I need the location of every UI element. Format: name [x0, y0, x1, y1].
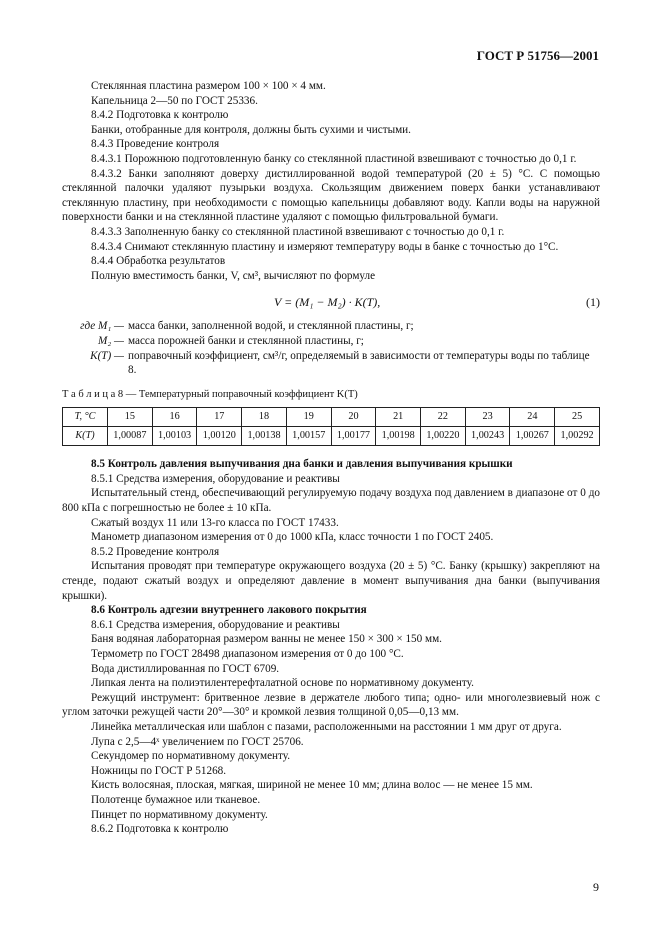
paragraph: 8.4.2 Подготовка к контролю	[91, 109, 229, 122]
paragraph: 8.4.3.3 Заполненную банку со стеклянной пластиной взвешивают с точностью до 0,1 г.	[91, 225, 505, 238]
paragraph: 8.6.1 Средства измерения, оборудование и реактивы	[91, 618, 340, 631]
paragraph: Липкая лента на полиэтилентерефталатной основе по нормативному документу.	[91, 677, 474, 690]
table-row-temperature	[63, 408, 600, 427]
table-cell: 23	[465, 408, 510, 427]
definition-row	[62, 334, 600, 349]
paragraph: Лупа с 2,5—4ˣ увеличением по ГОСТ 25706.	[91, 735, 304, 748]
paragraph: Капельница 2—50 по ГОСТ 25336.	[91, 94, 258, 107]
definition-text: масса порожней банки и стеклянной пластины, г;	[128, 334, 364, 347]
paragraph: Манометр диапазоном измерения от 0 до 1000 кПа, класс точности 1 по ГОСТ 2405.	[91, 531, 494, 544]
table-cell: 1,00087	[108, 427, 153, 446]
table-cell: 1,00157	[286, 427, 331, 446]
section-heading: 8.6 Контроль адгезии внутреннего лакового покрытия	[91, 604, 367, 617]
definition-symbol: K(T) —	[90, 349, 124, 362]
table-cell: 24	[510, 408, 555, 427]
paragraph: Баня водяная лабораторная размером ванны не менее 150 × 300 × 150 мм.	[91, 633, 442, 646]
definition-row	[62, 349, 600, 378]
table-cell: 16	[152, 408, 197, 427]
sections-8-5-8-6	[62, 457, 600, 836]
page-number: 9	[593, 880, 599, 894]
table-cell: 19	[286, 408, 331, 427]
paragraph: 8.5.1 Средства измерения, оборудование и реактивы	[91, 472, 340, 485]
paragraph: Испытания проводят при температуре окружающего воздуха (20 ± 5) °С. Банку (крышку) закрепляют на стенде, подают сжатый воздух и определяют давление в момент выпучивания дна банки (выпучивания крышки).	[62, 560, 600, 602]
paragraph: Кисть волосяная, плоская, мягкая, шириной не менее 10 мм; длина волос — не менее 15 мм.	[91, 779, 533, 792]
definition-symbol: M₂ —	[98, 334, 124, 347]
table-cell: 1,00292	[555, 427, 600, 446]
paragraph: 8.4.3.2 Банки заполняют доверху дистиллированной водой температурой (20 ± 5) °С. С помощью стеклянной палочки удаляют пузырьки воздуха. Скользящим движением поверх банки устанавливают стеклянную пластину, при необходимости с помощью капельницы добавляют воду. Капли воды на наружной поверхности банки и на стеклянной пластине удаляют с помощью фильтровальной бумаги.	[62, 167, 600, 224]
paragraph: 8.5.2 Проведение контроля	[91, 545, 220, 558]
table-cell: 1,00243	[465, 427, 510, 446]
formula-definitions	[62, 319, 600, 377]
section-heading: 8.5 Контроль давления выпучивания дна банки и давления выпучивания крышки	[91, 458, 513, 471]
formula-expression: V = (M₁ − M₂) · K(T),	[274, 295, 381, 310]
definition-text: масса банки, заполненной водой, и стеклянной пластины, г;	[128, 320, 414, 333]
paragraph: Пинцет по нормативному документу.	[91, 808, 268, 821]
table-cell: 17	[197, 408, 242, 427]
paragraph: 8.4.3.4 Снимают стеклянную пластину и измеряют температуру воды в банке с точностью до 1°С.	[91, 240, 559, 253]
document-body	[62, 79, 600, 837]
paragraph: 8.4.4 Обработка результатов	[91, 255, 226, 268]
definition-text: поправочный коэффициент, см³/г, определяемый в зависимости от температуры воды по таблице 8.	[128, 349, 590, 377]
paragraph: Вода дистиллированная по ГОСТ 6709.	[91, 662, 280, 675]
table-cell: 1,00120	[197, 427, 242, 446]
table-cell: 25	[555, 408, 600, 427]
table-caption: Т а б л и ц а 8 — Температурный поправочный коэффициент K(T)	[62, 388, 358, 400]
paragraph: 8.6.2 Подготовка к контролю	[91, 823, 229, 836]
formula	[62, 289, 600, 317]
paragraph: Испытательный стенд, обеспечивающий регулируемую подачу воздуха под давлением в диапазоне от 0 до 800 кПа с погрешностью не более ± 10 кПа.	[62, 487, 600, 515]
paragraph: 8.4.3.1 Порожнюю подготовленную банку со стеклянной пластиной взвешивают с точностью до 0,1 г.	[91, 152, 577, 165]
paragraph: Сжатый воздух 11 или 13-го класса по ГОСТ 17433.	[91, 516, 339, 529]
table-cell: 1,00220	[421, 427, 466, 446]
table-row-coefficient	[63, 427, 600, 446]
table-cell: 22	[421, 408, 466, 427]
temperature-coefficient-table	[62, 407, 600, 446]
table-cell: 1,00198	[376, 427, 421, 446]
paragraph: Полотенце бумажное или тканевое.	[91, 793, 261, 806]
table-cell: T, °С	[63, 408, 108, 427]
paragraph: Ножницы по ГОСТ Р 51268.	[91, 764, 227, 777]
table-cell: 20	[331, 408, 376, 427]
document-header: ГОСТ Р 51756—2001	[476, 48, 599, 63]
table-cell: 1,00267	[510, 427, 555, 446]
paragraph: 8.4.3 Проведение контроля	[91, 138, 220, 151]
paragraph: Режущий инструмент: бритвенное лезвие в держателе любого типа; одно- или многолезвиевый нож с углом заточки режущей части 20°—30° и кромкой лезвия толщиной 0,05—0,13 мм.	[62, 691, 600, 719]
table-cell: 15	[108, 408, 153, 427]
paragraph: Банки, отобранные для контроля, должны быть сухими и чистыми.	[91, 123, 411, 136]
paragraph: Стеклянная пластина размером 100 × 100 × 4 мм.	[91, 80, 326, 92]
section-8-4	[62, 79, 600, 283]
definition-symbol: где M₁ —	[80, 320, 124, 333]
table-cell: 21	[376, 408, 421, 427]
table-cell: 1,00177	[331, 427, 376, 446]
paragraph: Термометр по ГОСТ 28498 диапазоном измерения от 0 до 100 °С.	[91, 648, 404, 660]
table-cell: 18	[242, 408, 287, 427]
formula-number: (1)	[586, 295, 600, 310]
paragraph: Полную вместимость банки, V, см³, вычисляют по формуле	[91, 269, 376, 282]
definition-row	[62, 319, 600, 334]
table-cell: K(T)	[63, 427, 108, 446]
paragraph: Линейка металлическая или шаблон с пазами, расположенными на расстоянии 1 мм друг от друга.	[91, 720, 562, 733]
paragraph: Секундомер по нормативному документу.	[91, 750, 291, 763]
table-cell: 1,00138	[242, 427, 287, 446]
table-cell: 1,00103	[152, 427, 197, 446]
